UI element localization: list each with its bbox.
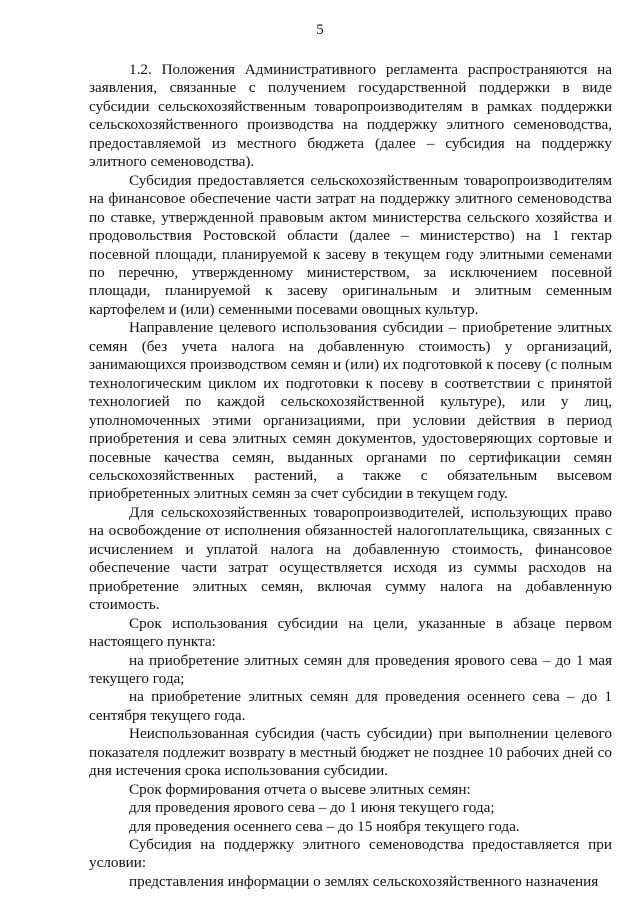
page-number: 5 <box>316 22 324 38</box>
paragraph: на приобретение элитных семян для проведения ярового сева – до 1 мая текущего года; <box>89 651 612 687</box>
document-body <box>89 61 612 891</box>
paragraph: Субсидия предоставляется сельскохозяйственным товаропроизводителям на финансовое обеспечение части затрат на поддержку элитного семеноводства по ставке, утвержденной правовым актом министерства сельского хозяйства и продовольствия Ростовской области (далее – министерство) на 1 гектар посевной площади, планируемой к засеву в текущем году элитными семенами по перечню, утвержденному министерством, за исключением посевной площади, планируемой к засеву оригинальным и элитным семенным картофелем и (или) семенными посевами овощных культур. <box>89 171 612 318</box>
paragraph: для проведения ярового сева – до 1 июня текущего года; <box>129 799 495 817</box>
paragraph: Для сельскохозяйственных товаропроизводителей, использующих право на освобождение от исполнения обязанностей налогоплательщика, связанных с исчислением и уплатой налога на добавленную стоимость, финансовое обеспечение части затрат осуществляется исходя из суммы расходов на приобретение элитных семян, включая сумму налога на добавленную стоимость. <box>89 503 612 614</box>
paragraph: на приобретение элитных семян для проведения осеннего сева – до 1 сентября текущего года. <box>89 688 612 724</box>
paragraph: Субсидия на поддержку элитного семеноводства предоставляется при условии: <box>89 836 612 872</box>
paragraph: Срок формирования отчета о высеве элитных семян: <box>129 780 471 798</box>
paragraph: представления информации о землях сельскохозяйственного назначения <box>129 872 599 890</box>
paragraph: Направление целевого использования субсидии – приобретение элитных семян (без учета налога на добавленную стоимость) у организаций, занимающихся производством семян и (или) их подготовкой к посеву (с полным технологическим циклом их подготовки к посеву в соответствии с принятой технологией по каждой сельскохозяйственной культуре), или у лиц, уполномоченных этими организациями, при условии действия в период приобретения и сева элитных семян документов, удостоверяющих сортовые и посевные качества семян, выданных органами по сертификации семян сельскохозяйственных растений, а также с обязательным высевом приобретенных элитных семян за счет субсидии в текущем году. <box>89 319 612 503</box>
paragraph: для проведения осеннего сева – до 15 ноября текущего года. <box>129 817 520 835</box>
paragraph: 1.2. Положения Административного регламента распространяются на заявления, связанные с получением государственной поддержки в виде субсидии сельскохозяйственным товаропроизводителям в рамках поддержки сельскохозяйственного производства на поддержку элитного семеноводства, предоставляемой из местного бюджета (далее – субсидия на поддержку элитного семеноводства). <box>89 61 612 171</box>
paragraph: Срок использования субсидии на цели, указанные в абзаце первом настоящего пункта: <box>89 614 612 651</box>
paragraph: Неиспользованная субсидия (часть субсидии) при выполнении целевого показателя подлежит возврату в местный бюджет не позднее 10 рабочих дней со дня истечения срока использования субсидии. <box>89 725 612 780</box>
